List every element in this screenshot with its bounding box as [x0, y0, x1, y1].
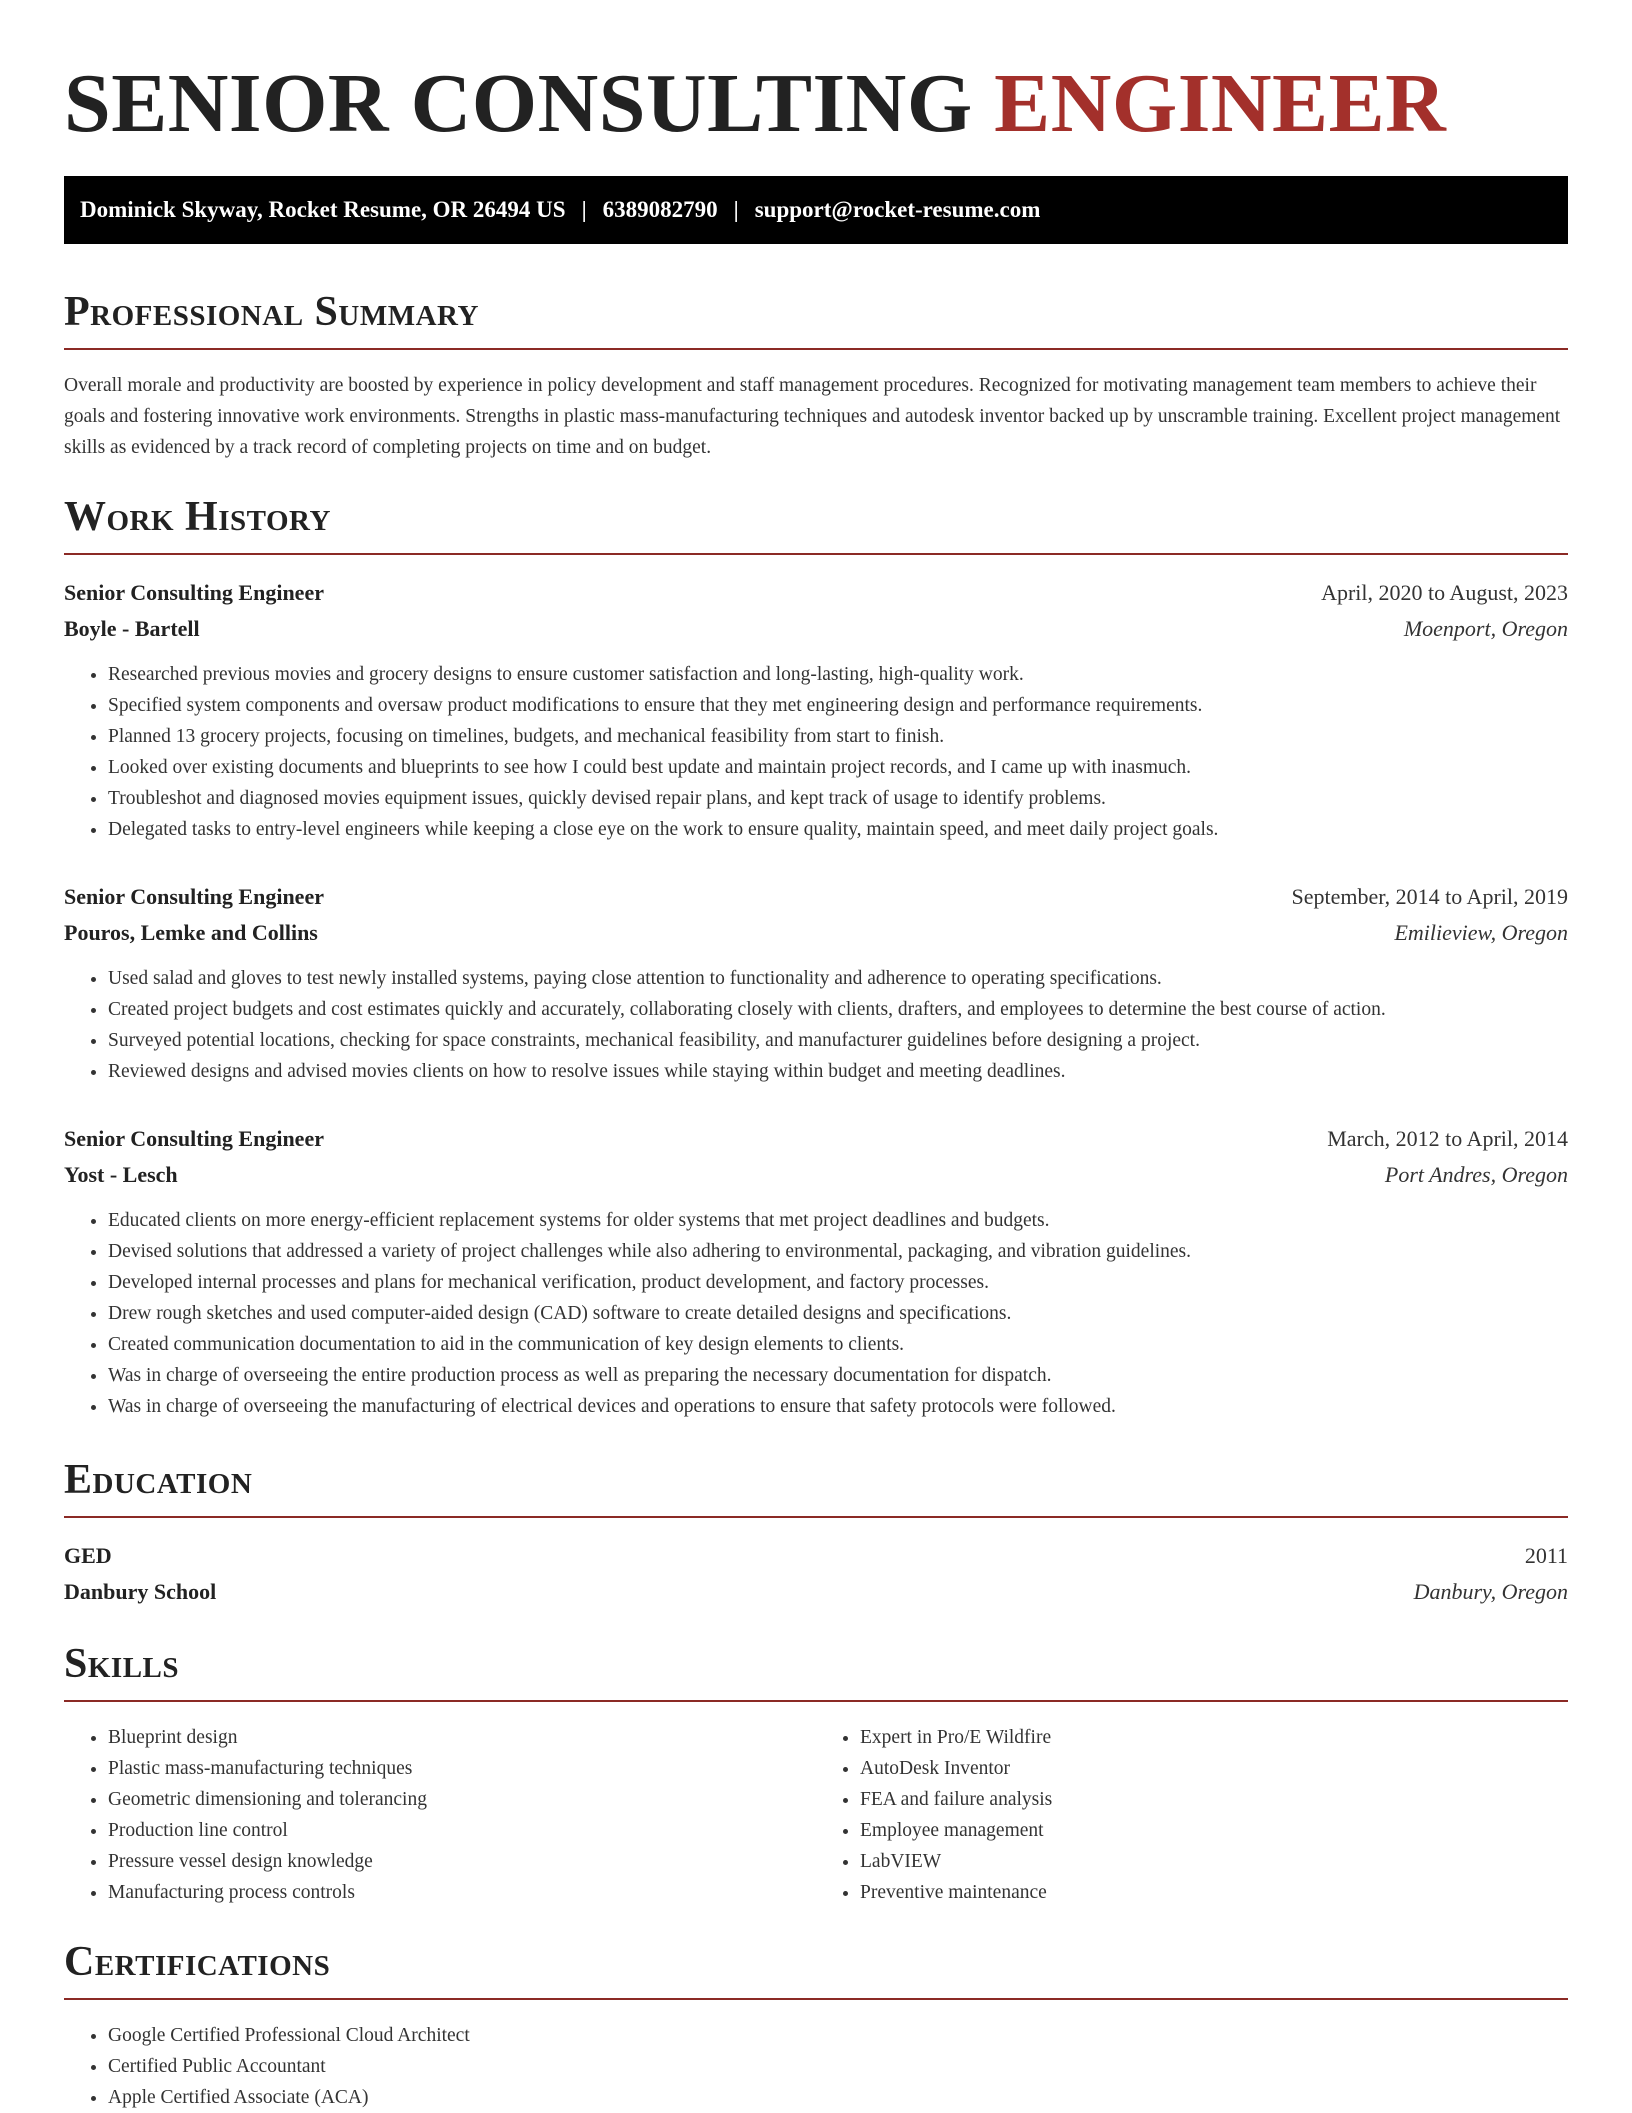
education-school: Danbury School — [64, 1579, 217, 1604]
skill-item: • Geometric dimensioning and tolerancing — [108, 1784, 816, 1815]
skill-item: • Employee management — [860, 1815, 1568, 1846]
job-bullet: • Specified system components and oversaw product modifications to ensure that they met engineering design and performance requirements. — [108, 690, 1568, 721]
work-history-section — [64, 493, 1568, 1422]
job-bullet: • Delegated tasks to entry-level engineers while keeping a close eye on the work to ensure quality, maintain speed, and meet daily project goals. — [108, 814, 1568, 845]
job-bullets — [64, 963, 1568, 1087]
job-bullet: • Created project budgets and cost estimates quickly and accurately, collaborating closely with clients, drafters, and employees to determine the best course of action. — [108, 994, 1568, 1025]
certifications-list — [64, 2020, 1568, 2113]
title-accent: ENGINEER — [994, 57, 1447, 150]
contact-phone: 6389082790 — [602, 197, 718, 222]
job-bullet: • Was in charge of overseeing the manufacturing of electrical devices and operations to ensure that safety protocols were followed. — [108, 1391, 1568, 1422]
job-bullet: • Researched previous movies and grocery designs to ensure customer satisfaction and long-lasting, high-quality work. — [108, 659, 1568, 690]
job-title-row — [64, 879, 1568, 915]
job-bullet: • Troubleshot and diagnosed movies equipment issues, quickly devised repair plans, and kept track of usage to identify problems. — [108, 783, 1568, 814]
skill-item: • Preventive maintenance — [860, 1877, 1568, 1908]
job-title: Senior Consulting Engineer — [64, 884, 324, 909]
certification-item: • Google Certified Professional Cloud Architect — [108, 2020, 1568, 2051]
job-bullet: • Devised solutions that addressed a variety of project challenges while also adhering to environmental, packaging, and vibration guidelines. — [108, 1236, 1568, 1267]
job-dates: April, 2020 to August, 2023 — [1321, 580, 1568, 605]
job-bullet: • Drew rough sketches and used computer-aided design (CAD) software to create detailed designs and specifications. — [108, 1298, 1568, 1329]
education-degree: GED — [64, 1543, 112, 1568]
job-company: Boyle - Bartell — [64, 616, 200, 641]
job-bullet: • Developed internal processes and plans for mechanical verification, product development, and factory processes. — [108, 1267, 1568, 1298]
certifications-section — [64, 1938, 1568, 2113]
job-dates: September, 2014 to April, 2019 — [1291, 884, 1568, 909]
section-divider — [64, 348, 1568, 350]
skills-grid — [64, 1722, 1568, 1908]
skill-item: • AutoDesk Inventor — [860, 1753, 1568, 1784]
skills-list-right — [816, 1722, 1568, 1908]
title-main: SENIOR CONSULTING — [64, 57, 973, 150]
skill-item: • Manufacturing process controls — [108, 1877, 816, 1908]
job-entry — [64, 575, 1568, 845]
job-bullet: • Used salad and gloves to test newly installed systems, paying close attention to functionality and adherence to operating specifications. — [108, 963, 1568, 994]
job-location: Emilieview, Oregon — [1394, 920, 1568, 945]
job-title-row — [64, 1121, 1568, 1157]
job-bullets — [64, 659, 1568, 845]
education-year: 2011 — [1524, 1543, 1568, 1568]
job-location: Port Andres, Oregon — [1384, 1162, 1568, 1187]
skills-list-left — [64, 1722, 816, 1908]
summary-section — [64, 288, 1568, 463]
job-company-row — [64, 611, 1568, 647]
skill-item: • LabVIEW — [860, 1846, 1568, 1877]
job-dates: March, 2012 to April, 2014 — [1327, 1126, 1568, 1151]
skill-item: • Plastic mass-manufacturing techniques — [108, 1753, 816, 1784]
job-bullet: • Educated clients on more energy-efficient replacement systems for older systems that met project deadlines and budgets. — [108, 1205, 1568, 1236]
section-divider — [64, 1700, 1568, 1702]
job-company-row — [64, 915, 1568, 951]
skill-item: • Production line control — [108, 1815, 816, 1846]
summary-heading: Professional Summary — [64, 289, 479, 335]
education-location: Danbury, Oregon — [1413, 1579, 1568, 1604]
job-entry — [64, 1121, 1568, 1422]
section-divider — [64, 553, 1568, 555]
education-school-row — [64, 1574, 1568, 1610]
section-divider — [64, 1998, 1568, 2000]
job-bullet: • Created communication documentation to aid in the communication of key design elements to clients. — [108, 1329, 1568, 1360]
contact-separator: | — [733, 197, 739, 222]
job-title: Senior Consulting Engineer — [64, 1126, 324, 1151]
certifications-heading: Certifications — [64, 1939, 331, 1985]
job-bullet: • Planned 13 grocery projects, focusing on timelines, budgets, and mechanical feasibility from start to finish. — [108, 721, 1568, 752]
job-bullet: • Reviewed designs and advised movies clients on how to resolve issues while staying within budget and meeting deadlines. — [108, 1056, 1568, 1087]
job-location: Moenport, Oregon — [1403, 616, 1568, 641]
skill-item: • Pressure vessel design knowledge — [108, 1846, 816, 1877]
job-company-row — [64, 1157, 1568, 1193]
skills-heading: Skills — [64, 1641, 180, 1687]
job-bullet: • Surveyed potential locations, checking for space constraints, mechanical feasibility, and manufacturer guidelines before designing a project. — [108, 1025, 1568, 1056]
contact-bar — [64, 176, 1568, 244]
education-heading: Education — [64, 1457, 253, 1503]
job-bullets — [64, 1205, 1568, 1422]
education-row — [64, 1538, 1568, 1574]
certification-item: • Certified Public Accountant — [108, 2051, 1568, 2082]
section-divider — [64, 1516, 1568, 1518]
contact-separator: | — [581, 197, 587, 222]
skill-item: • Blueprint design — [108, 1722, 816, 1753]
skill-item: • Expert in Pro/E Wildfire — [860, 1722, 1568, 1753]
job-list — [64, 575, 1568, 1422]
job-title-row — [64, 575, 1568, 611]
job-title: Senior Consulting Engineer — [64, 580, 324, 605]
contact-email[interactable]: support@rocket-resume.com — [754, 197, 1041, 222]
job-bullet: • Was in charge of overseeing the entire production process as well as preparing the necessary documentation for dispatch. — [108, 1360, 1568, 1391]
skills-section — [64, 1640, 1568, 1908]
contact-address: Dominick Skyway, Rocket Resume, OR 26494 US — [80, 197, 566, 222]
job-company: Yost - Lesch — [64, 1162, 178, 1187]
resume-title — [64, 0, 1568, 152]
education-section — [64, 1456, 1568, 1610]
summary-text: Overall morale and productivity are boosted by experience in policy development and staff management procedures. Recognized for motivating management team members to achieve their goals and fostering innovative work environments. Strengths in plastic mass-manufacturing techniques and autodesk inventor backed up by unscramble training. Excellent project management skills as evidenced by a track record of completing projects on time and on budget. — [64, 375, 1561, 458]
job-bullet: • Looked over existing documents and blueprints to see how I could best update and maintain project records, and I came up with inasmuch. — [108, 752, 1568, 783]
job-company: Pouros, Lemke and Collins — [64, 920, 318, 945]
job-entry — [64, 879, 1568, 1087]
certification-item: • Apple Certified Associate (ACA) — [108, 2082, 1568, 2113]
skill-item: • FEA and failure analysis — [860, 1784, 1568, 1815]
work-history-heading: Work History — [64, 494, 331, 540]
